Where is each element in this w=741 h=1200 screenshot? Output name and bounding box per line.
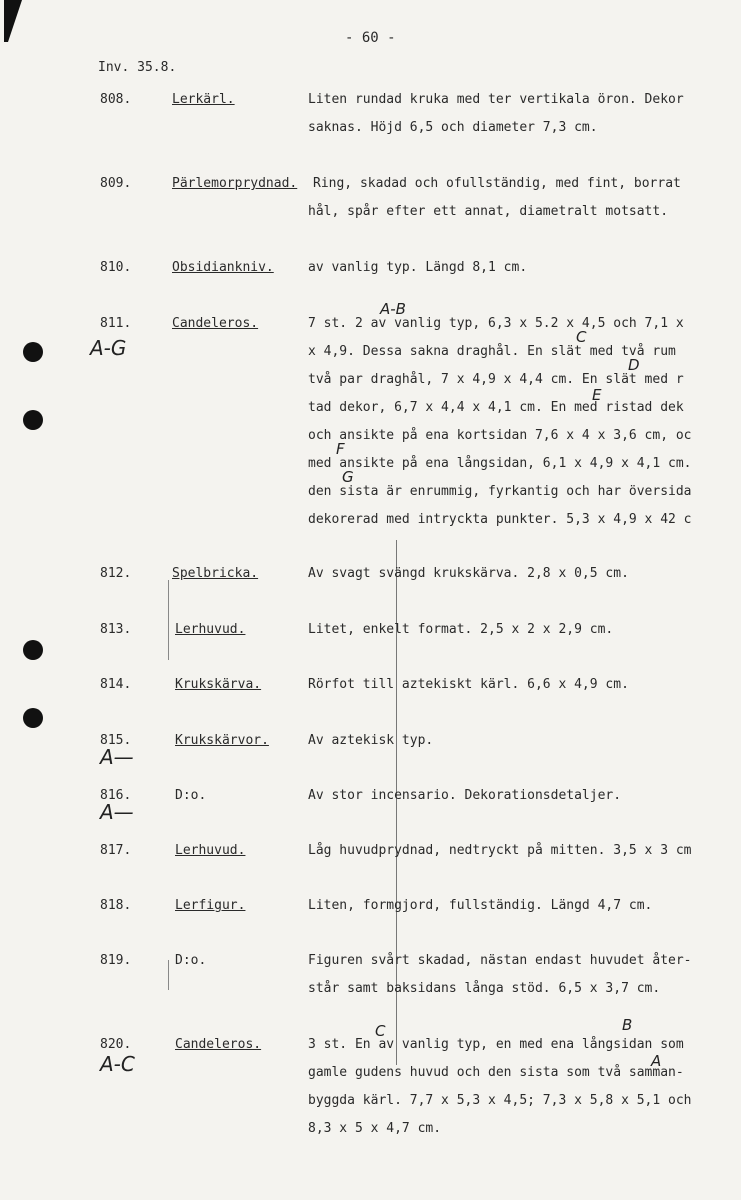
entry-description-line: Liten rundad kruka med ter vertikala öron. Dekor [308, 92, 684, 107]
entry-description-line: den sista är enrummig, fyrkantig och har översida [308, 484, 692, 499]
punch-hole [23, 640, 43, 660]
entry-description-line: hål, spår efter ett annat, diametralt motsatt. [308, 204, 669, 219]
entry-description-line: Av aztekisk typ. [308, 733, 434, 748]
entry-title: Krukskärvor. [175, 733, 269, 748]
entry-title: D:o. [175, 788, 207, 803]
entry-description-line: Figuren svårt skadad, nästan endast huvudet åter- [308, 953, 692, 968]
entry-number: 819. [100, 953, 132, 968]
entry-description-line: Liten, formgjord, fullständig. Längd 4,7 cm. [308, 898, 653, 913]
inline-annotation: A-B [380, 300, 406, 318]
entry-description-line: Rörfot till aztekiskt kärl. 6,6 x 4,9 cm. [308, 677, 629, 692]
inline-annotation: A [651, 1052, 662, 1070]
entry-number: 809. [100, 176, 132, 191]
entry-description-line: står samt baksidans långa stöd. 6,5 x 3,7 cm. [308, 981, 661, 996]
margin-annotation: A— [100, 745, 134, 769]
inline-annotation: F [336, 440, 345, 458]
scan-line [168, 960, 169, 990]
inline-annotation: G [342, 468, 354, 486]
entry-description-line: Ring, skadad och ofullständig, med fint, borrat [313, 176, 681, 191]
entry-title: Lerfigur. [175, 898, 246, 913]
entry-description-line: 7 st. 2 av vanlig typ, 6,3 x 5.2 x 4,5 och 7,1 x [308, 316, 684, 331]
entry-title: Candeleros. [172, 316, 259, 331]
entry-number: 817. [100, 843, 132, 858]
scan-line [168, 580, 169, 660]
punch-hole [23, 410, 43, 430]
entry-description-line: dekorerad med intryckta punkter. 5,3 x 4,9 x 42 c [308, 512, 692, 527]
entry-description-line: tad dekor, 6,7 x 4,4 x 4,1 cm. En med ristad dek [308, 400, 684, 415]
entry-title: D:o. [175, 953, 207, 968]
entry-number: 808. [100, 92, 132, 107]
entry-number: 818. [100, 898, 132, 913]
entry-description-line: 3 st. En av vanlig typ, en med ena långsidan som [308, 1037, 684, 1052]
entry-number: 810. [100, 260, 132, 275]
entry-title: Spelbricka. [172, 566, 259, 581]
entry-number: 811. [100, 316, 132, 331]
corner-mark [0, 0, 30, 50]
punch-hole [23, 708, 43, 728]
margin-annotation: A-C [100, 1052, 135, 1076]
entry-number: 815. [100, 733, 132, 748]
entry-description-line: 8,3 x 5 x 4,7 cm. [308, 1121, 442, 1136]
inline-annotation: C [375, 1022, 386, 1040]
entry-description-line: och ansikte på ena kortsidan 7,6 x 4 x 3,6 cm, oc [308, 428, 692, 443]
entry-number: 820. [100, 1037, 132, 1052]
entry-title: Pärlemorprydnad. [172, 176, 298, 191]
entry-number: 816. [100, 788, 132, 803]
entry-description-line: byggda kärl. 7,7 x 5,3 x 4,5; 7,3 x 5,8 x 5,1 och [308, 1093, 692, 1108]
inline-annotation: B [622, 1016, 633, 1034]
entry-description-line: av vanlig typ. Längd 8,1 cm. [308, 260, 528, 275]
punch-hole [23, 342, 43, 362]
entry-title: Krukskärva. [175, 677, 262, 692]
entry-title: Lerhuvud. [175, 843, 246, 858]
entry-description-line: Av stor incensario. Dekorationsdetaljer. [308, 788, 622, 803]
entry-description-line: två par draghål, 7 x 4,9 x 4,4 cm. En slät med r [308, 372, 684, 387]
margin-annotation: A— [100, 800, 134, 824]
entry-description-line: x 4,9. Dessa sakna draghål. En slät med två rum [308, 344, 676, 359]
inline-annotation: D [628, 356, 640, 374]
entry-title: Obsidiankniv. [172, 260, 274, 275]
entry-number: 813. [100, 622, 132, 637]
entry-description-line: med ansikte på ena långsidan, 6,1 x 4,9 x 4,1 cm. [308, 456, 692, 471]
entry-description-line: Av svagt svängd krukskärva. 2,8 x 0,5 cm. [308, 566, 629, 581]
entry-number: 812. [100, 566, 132, 581]
entry-description-line: gamle gudens huvud och den sista som två samman- [308, 1065, 684, 1080]
entry-description-line: Låg huvudprydnad, nedtryckt på mitten. 3,5 x 3 cm [308, 843, 692, 858]
entry-description-line: saknas. Höjd 6,5 och diameter 7,3 cm. [308, 120, 598, 135]
entry-title: Lerkärl. [172, 92, 235, 107]
inline-annotation: E [592, 386, 602, 404]
entry-title: Lerhuvud. [175, 622, 246, 637]
entry-number: 814. [100, 677, 132, 692]
entry-description-line: Litet, enkelt format. 2,5 x 2 x 2,9 cm. [308, 622, 614, 637]
inventory-heading: Inv. 35.8. [98, 60, 177, 75]
entry-title: Candeleros. [175, 1037, 262, 1052]
margin-annotation: A-G [90, 336, 127, 360]
inline-annotation: C [576, 328, 587, 346]
page-number: - 60 - [345, 30, 396, 46]
